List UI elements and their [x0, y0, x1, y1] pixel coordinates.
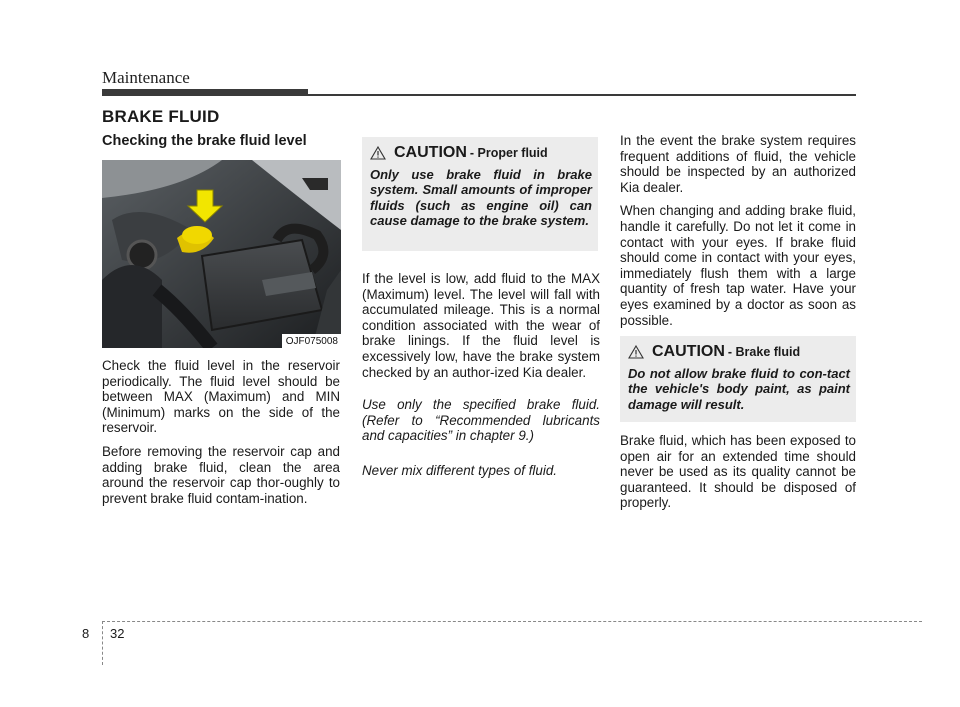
note-italic: Never mix different types of fluid.	[362, 462, 557, 478]
right-column-text	[620, 133, 856, 336]
caution-subtitle: - Brake fluid	[727, 345, 801, 359]
paragraph: Brake fluid, which has been exposed to open air for an extended time should never be used as its quality cannot be guaranteed. It should be disposed of properly.	[620, 433, 856, 511]
paragraph: In the event the brake system requires frequent additions of fluid, the vehicle should be inspected by an authorized Kia dealer.	[620, 133, 856, 195]
chapter-number: 8	[82, 626, 90, 641]
caution-box-brake-fluid	[620, 336, 856, 422]
note-italic: Use only the specified brake fluid. (Refer to “Recommended lubricants and capacities” in chapter 9.)	[362, 397, 600, 444]
caution-text: Only use brake fluid in brake system. Small amounts of improper fluids (such as engine oil) can cause damage to the brake system.	[370, 167, 592, 229]
caution-header	[370, 144, 548, 162]
paragraph: When changing and adding brake fluid, handle it carefully. Do not let it come in contact with your eyes. If brake fluid should come in contact with your eyes, immediately flush them with a large quantity of fresh tap water. Have your eyes examined by a doctor as soon as possible.	[620, 203, 856, 328]
paragraph: Before removing the reservoir cap and adding brake fluid, clean the area around the reservoir cap thor-oughly to prevent brake fluid contam-ination.	[102, 443, 340, 506]
left-column-text	[102, 358, 340, 514]
caution-box-proper-fluid	[362, 137, 598, 251]
right-column-text-after	[620, 433, 856, 519]
footer-divider	[102, 621, 103, 665]
caution-word: CAUTION	[652, 343, 725, 360]
section-title: BRAKE FLUID	[102, 107, 220, 126]
subheading-checking-level: Checking the brake fluid level	[102, 133, 307, 149]
paragraph: If the level is low, add fluid to the MAX (Maximum) level. The level will fall with accumulated mileage. This is a normal condition associated with the wear of brake linings. If the fluid level is excessively low, have the brake system checked by an author-ized Kia dealer.	[362, 271, 600, 380]
middle-column-text	[362, 271, 600, 487]
engine-bay-illustration	[102, 160, 341, 348]
warning-triangle-icon	[370, 146, 386, 160]
caution-word: CAUTION	[394, 144, 467, 161]
engine-bay-photo	[102, 160, 341, 348]
caution-header	[628, 343, 800, 361]
page-number: 32	[110, 626, 125, 641]
header-rule-thick	[102, 89, 308, 96]
image-code: OJF075008	[282, 334, 341, 348]
warning-triangle-icon	[628, 345, 644, 359]
footer-rule	[102, 621, 922, 622]
paragraph: Check the fluid level in the reservoir periodically. The fluid level should be between MAX (Maximum) and MIN (Minimum) marks on the side of the reservoir.	[102, 358, 340, 436]
caution-text: Do not allow brake fluid to con-tact the vehicle's body paint, as paint damage will result.	[628, 366, 850, 412]
header-rule-thin	[308, 94, 856, 96]
caution-subtitle: - Proper fluid	[469, 146, 548, 160]
page-header-title: Maintenance	[102, 68, 190, 87]
